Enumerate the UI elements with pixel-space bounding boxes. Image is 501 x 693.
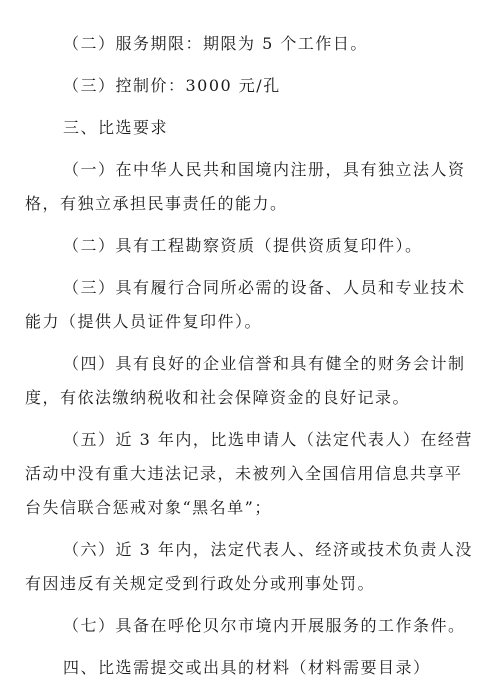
text-line: （一）在中华人民共和国境内注册，具有独立法人资 (63, 160, 466, 179)
text-line: （二）具有工程勘察资质（提供资质复印件）。 (63, 236, 423, 255)
text-line: 能力（提供人员证件复印件）。 (25, 312, 263, 331)
text-line: 度，有依法缴纳税收和社会保障资金的良好记录。 (25, 388, 411, 407)
paragraph-service-period (25, 34, 487, 54)
requirement-item-6 (25, 540, 487, 594)
requirement-item-1 (25, 160, 487, 214)
requirement-item-3 (25, 278, 487, 332)
text-line: 活动中没有重大违法记录，未被列入全国信用信息共享平 (25, 464, 463, 483)
text-line: 格，有独立承担民事责任的能力。 (25, 194, 288, 213)
text-line: （三）具有履行合同所必需的设备、人员和专业技术 (63, 278, 466, 297)
text-line: 三、比选要求 (63, 118, 169, 137)
requirement-item-7 (25, 616, 487, 636)
text-line: （六）近 3 年内，法定代表人、经济或技术负责人没 (63, 540, 473, 559)
section-heading-materials (25, 658, 487, 678)
text-line: （四）具有良好的企业信誉和具有健全的财务会计制 (63, 354, 466, 373)
requirement-item-5 (25, 430, 487, 518)
text-line: 台失信联合惩戒对象“黑名单”； (25, 498, 272, 517)
text-line: 四、比选需提交或出具的材料（材料需要目录） (63, 658, 431, 677)
paragraph-control-price (25, 76, 487, 96)
section-heading-requirements (25, 118, 487, 138)
text-line: 有因违反有关规定受到行政处分或刑事处罚。 (25, 574, 376, 593)
text-line: （二）服务期限：期限为 5 个工作日。 (63, 34, 368, 53)
requirement-item-4 (25, 354, 487, 408)
text-line: （七）具备在呼伦贝尔市境内开展服务的工作条件。 (63, 616, 466, 635)
text-line: （五）近 3 年内，比选申请人（法定代表人）在经营 (63, 430, 473, 449)
requirement-item-2 (25, 236, 487, 256)
text-line: （三）控制价：3000 元/孔 (63, 76, 281, 95)
